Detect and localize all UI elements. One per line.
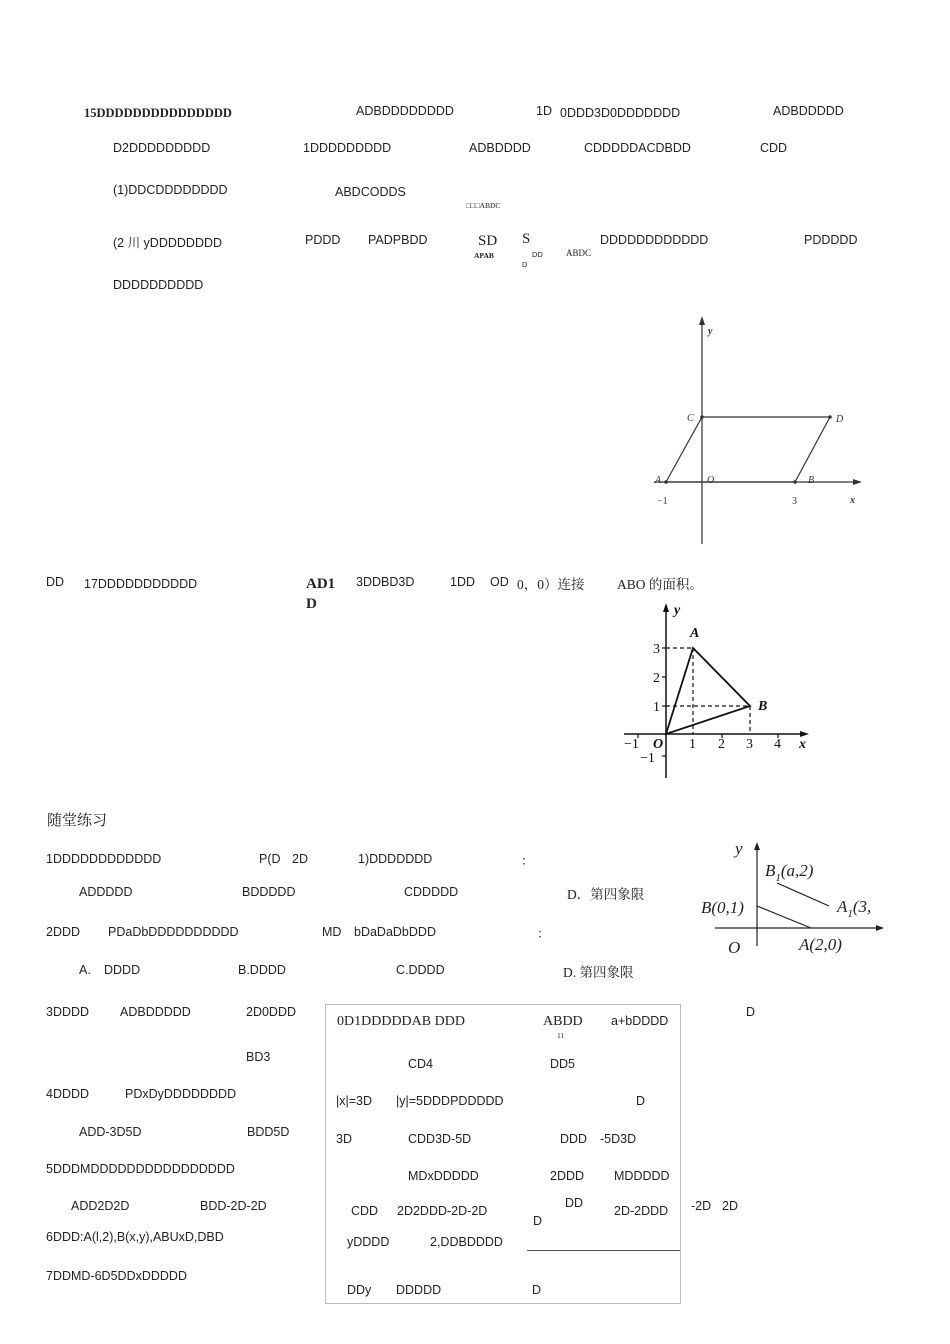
box-text: CD4 [408, 1057, 434, 1071]
point-a [664, 480, 668, 484]
q15-subscript: ABDC [566, 248, 592, 258]
box-text: ABDD [543, 1014, 583, 1029]
exercise-2: 2DDD [46, 925, 81, 939]
exercise-text: PDaDbDDDDDDDDDD [108, 925, 239, 939]
box-text: DDy [347, 1283, 372, 1297]
q15-text: DDDDDDDDDD [113, 278, 204, 292]
q17-text: 3DDBD3D [356, 575, 415, 589]
overlay-box [325, 1004, 681, 1304]
point-d [828, 415, 832, 419]
box-text: 2DDD [550, 1169, 585, 1183]
y-tick-label: 1 [653, 700, 660, 715]
option-b: BDDDDD [242, 885, 296, 899]
label-o: O [728, 938, 741, 957]
box-text: 2D2DDD-2D-2D [397, 1204, 488, 1218]
box-text: 2,DDBDDDD [430, 1235, 503, 1249]
q15-text: D2DDDDDDDDD [113, 141, 211, 155]
exercise-text: ： [537, 927, 550, 941]
q15-subscript: □□□ABDC [466, 201, 501, 210]
exercise-1: 1DDDDDDDDDDDD [46, 852, 162, 866]
box-text: D [532, 1283, 542, 1297]
q15-text: 1D [536, 104, 552, 118]
q15-text: 0DDD3D0DDDDDDD [560, 106, 681, 120]
box-text: DD5 [550, 1057, 576, 1071]
point-b [793, 480, 797, 484]
tick-three: 3 [792, 496, 797, 507]
q17-number: 17DDDDDDDDDDD [84, 577, 198, 591]
q15-text: PDDDDD [804, 233, 858, 247]
exercise-text: 2D [292, 852, 308, 866]
exercise-text: -2D [691, 1199, 712, 1213]
y-tick-label: 2 [653, 671, 660, 686]
option-a: ADDDDD [79, 885, 133, 899]
box-text: MDDDDD [614, 1169, 670, 1183]
y-axis-arrow [663, 603, 669, 612]
label-d: D [836, 414, 844, 425]
box-text: -5D3D [600, 1132, 637, 1146]
x-tick-label: 2 [718, 737, 725, 752]
q15-text: ADBDDDD [469, 141, 531, 155]
option-a: DDDD [104, 963, 141, 977]
label-a: A(2,0) [799, 935, 842, 954]
q17-text: OD [490, 575, 509, 589]
exercise-text: BD3 [246, 1050, 271, 1064]
option-d: D. 第四象限 [563, 965, 634, 980]
box-text: D [636, 1094, 646, 1108]
box-text: a+bDDDD [611, 1014, 669, 1028]
label-a: A [655, 475, 662, 486]
label-b: B [808, 475, 815, 486]
q15-subscript: D [522, 260, 528, 269]
exercise-text: MD [322, 925, 342, 939]
q15-subscript: APAB [474, 251, 494, 260]
box-text: DDDDD [396, 1283, 442, 1297]
q15-text: ADBDDDDDDDD [356, 104, 454, 118]
q15-number: 15DDDDDDDDDDDDDDD [84, 106, 232, 120]
option-c: CDDDDD [404, 885, 459, 899]
point-c [700, 415, 704, 419]
exercise-3: 3DDDD [46, 1005, 90, 1019]
x-tick-label: 1 [689, 737, 696, 752]
label-a1: $A_1(3$, [837, 897, 872, 920]
segment-b1a1 [777, 883, 829, 906]
exercise-text: 2D0DDD [246, 1005, 297, 1019]
x-axis-arrow [876, 925, 884, 931]
exercise-text: ADBDDDDD [120, 1005, 191, 1019]
option-a: ADD2D2D [71, 1199, 130, 1213]
q15-text: PDDD [305, 233, 341, 247]
q17-text: D [306, 596, 317, 612]
q17-text: 0，0）连接 [517, 577, 585, 592]
box-text: 0D1DDDDDAB DDD [337, 1014, 465, 1029]
y-axis-label: y [708, 326, 713, 337]
figure-parallelogram [640, 312, 870, 552]
exercise-text: 1)DDDDDDD [358, 852, 433, 866]
q15-area-symbol: SD [478, 233, 498, 249]
box-text: 3D [336, 1132, 352, 1146]
q15-text: 1DDDDDDDDD [303, 141, 392, 155]
box-text: |y|=5DDDPDDDDD [396, 1094, 504, 1108]
y-tick-label: −1 [640, 751, 655, 766]
segment-ba [757, 906, 811, 928]
y-axis-arrow [699, 316, 705, 325]
section-title: 随堂练习 [47, 812, 108, 829]
q17-text: 1DD [450, 575, 476, 589]
q17-text: AD1 [306, 576, 336, 592]
option-b: BDD-2D-2D [200, 1199, 267, 1213]
parallelogram-abdc [666, 417, 830, 482]
label-c: C [687, 413, 694, 424]
x-axis-label: x [799, 737, 806, 752]
q15-text: CDDDDDACDBDD [584, 141, 691, 155]
box-subscript: 11 [557, 1031, 565, 1040]
box-text: MDxDDDDD [408, 1169, 479, 1183]
option-b: BDD5D [247, 1125, 290, 1139]
exercise-5: 5DDDMDDDDDDDDDDDDDDDD [46, 1162, 235, 1176]
q15-part2: (2 川 yDDDDDDDD [113, 236, 223, 250]
exercise-7: 7DDMD-6D5DDxDDDDD [46, 1269, 187, 1283]
option-b: B.DDDD [238, 963, 286, 977]
box-text: DDD [560, 1132, 588, 1146]
box-text: DD [565, 1196, 584, 1210]
tick-minus-one: −1 [657, 496, 668, 507]
box-text: D [533, 1214, 543, 1228]
q15-text: ABDCODDS [335, 185, 406, 199]
label-a: A [690, 626, 700, 641]
x-tick-label: 3 [746, 737, 753, 752]
exercise-4: 4DDDD [46, 1087, 90, 1101]
label-o: O [707, 475, 715, 486]
box-text: yDDDD [347, 1235, 390, 1249]
x-tick-label: −1 [624, 737, 639, 752]
y-axis-label: y [735, 839, 743, 858]
option-a-letter: A. [79, 963, 91, 977]
exercise-text: PDxDyDDDDDDDD [125, 1087, 237, 1101]
y-tick-label: 3 [653, 642, 660, 657]
exercise-text: 2D [722, 1199, 738, 1213]
exercise-6: 6DDD:A(l,2),B(x,y),ABUxD,DBD [46, 1230, 224, 1244]
q17-text: DD [46, 575, 65, 589]
q15-text: CDD [760, 141, 788, 155]
box-text: CDD3D-5D [408, 1132, 472, 1146]
box-text: 2D-2DDD [614, 1204, 669, 1218]
divider-line [527, 1250, 680, 1251]
q15-text: ADBDDDDD [773, 104, 844, 118]
box-text: CDD [351, 1204, 379, 1218]
exercise-text: D [746, 1005, 756, 1019]
x-axis-arrow [853, 479, 862, 485]
option-d: D．第四象限 [567, 887, 645, 902]
triangle-abo [666, 648, 750, 734]
label-b: B [758, 699, 768, 714]
q17-text: ABO 的面积。 [617, 577, 703, 592]
option-a: ADD-3D5D [79, 1125, 142, 1139]
q15-subscript: DD [532, 250, 543, 259]
exercise-text: P(D [259, 852, 281, 866]
y-axis-label: y [674, 603, 681, 618]
y-axis-arrow [754, 842, 760, 850]
x-axis-label: x [850, 495, 855, 506]
q15-text: DDDDDDDDDDDD [600, 233, 709, 247]
figure-triangle-abo [618, 598, 818, 783]
box-text: |x|=3D [336, 1094, 373, 1108]
figure-translation [695, 836, 890, 961]
q15-text: PADPBDD [368, 233, 428, 247]
q15-area-symbol: S [522, 231, 531, 247]
option-c: C.DDDD [396, 963, 445, 977]
label-b1: $B_1(a,2)$ [765, 861, 814, 884]
q15-part1: (1)DDCDDDDDDDD [113, 183, 228, 197]
label-b: B(0,1) [701, 898, 744, 917]
exercise-text: ： [521, 854, 534, 868]
x-tick-label: 4 [774, 737, 781, 752]
exercise-text: bDaDaDbDDD [354, 925, 436, 939]
label-o: O [653, 737, 664, 752]
